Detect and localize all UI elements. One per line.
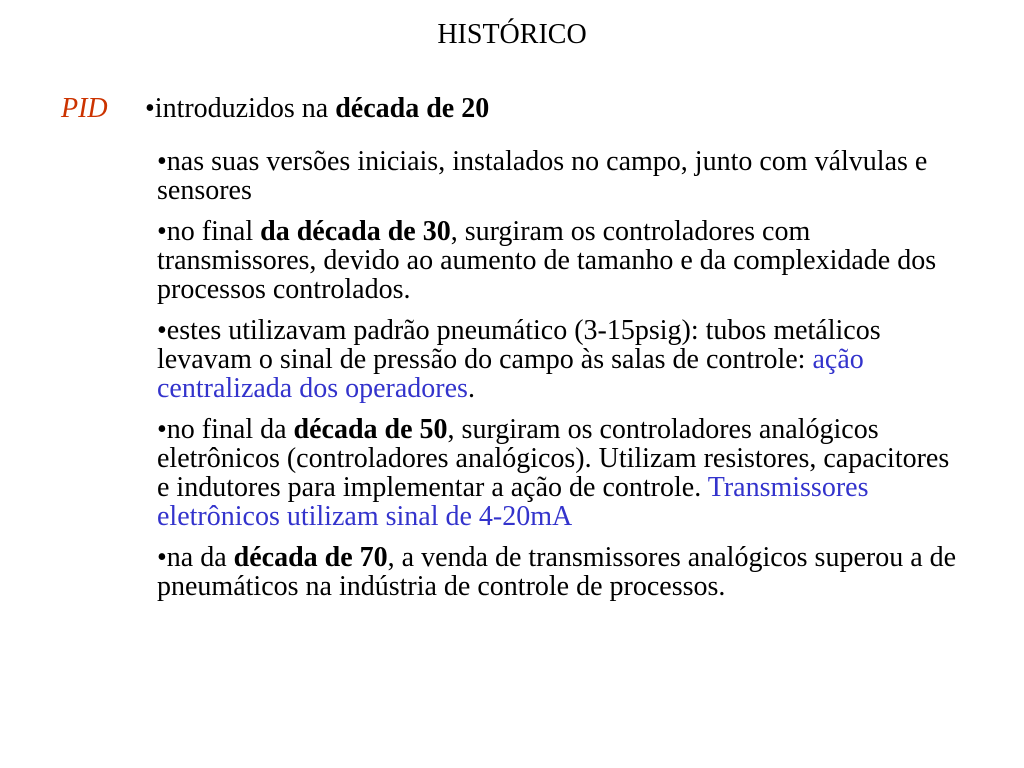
bullet-item-2 [157, 217, 967, 304]
bullet-4-suffix: , surgiram os controladores analógicos eletrônicos (controladores analógicos). Utilizam resistores, capacitores e indutores para implementar a ação de controle. [157, 414, 950, 503]
bullet-5-prefix: •na da [157, 542, 234, 573]
intro-prefix: •introduzidos na [145, 93, 336, 124]
bullet-2-bold: da década de 30 [260, 216, 451, 247]
bullet-item-5 [157, 543, 967, 601]
pid-label: PID [61, 93, 108, 124]
bullet-4-highlight: Transmissores eletrônicos utilizam sinal de 4-20mA [157, 472, 869, 532]
bullet-3-highlight: ação centralizada dos operadores [157, 344, 864, 404]
bullet-2-suffix: , surgiram os controladores com transmissores, devido ao aumento de tamanho e da complexidade dos processos controlados. [157, 216, 937, 305]
bullet-item-4 [157, 415, 967, 531]
bullet-1-text: •nas suas versões iniciais, instalados no campo, junto com válvulas e sensores [157, 146, 928, 206]
bullet-4-prefix: •no final da [157, 414, 294, 445]
intro-bold: década de 20 [335, 93, 490, 124]
slide-title: HISTÓRICO [437, 19, 587, 50]
intro-line [145, 93, 489, 125]
bullet-4-bold: década de 50 [293, 414, 448, 445]
bullet-5-suffix: , a venda de transmissores analógicos superou a de pneumáticos na indústria de controle de processos. [157, 542, 957, 602]
bullet-5-bold: década de 70 [233, 542, 388, 573]
bullet-2-prefix: •no final [157, 216, 261, 247]
bullet-item-3 [157, 316, 967, 403]
bullet-item-1 [157, 147, 967, 205]
bullet-3-suffix: . [467, 373, 475, 404]
bullet-list [157, 147, 967, 613]
bullet-3-prefix: •estes utilizavam padrão pneumático (3-15psig): tubos metálicos levavam o sinal de pressão do campo às salas de controle: [157, 315, 881, 375]
